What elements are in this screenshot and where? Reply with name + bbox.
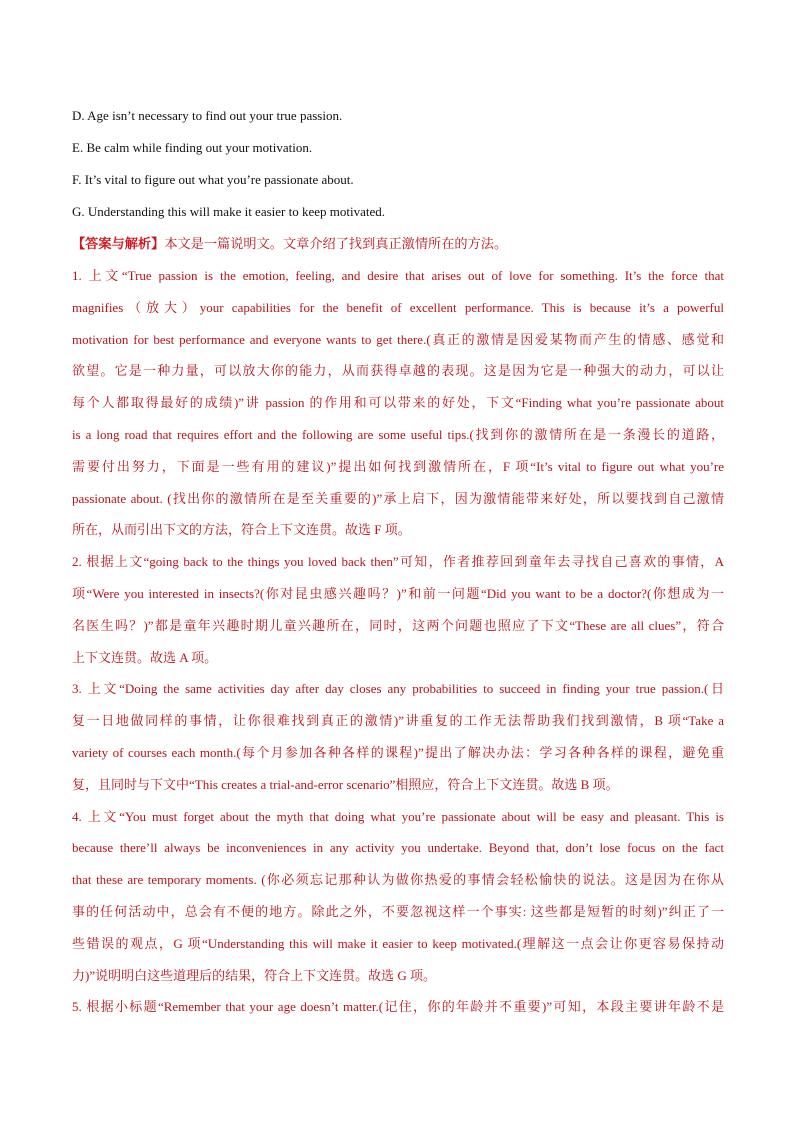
explanation-line: passionate about. (找出你的激情所在是至关重要的)”承上启下，因为激情能带来好处，所以要找到自己激情 [72, 490, 724, 506]
answer-intro: 本文是一篇说明文。文章介绍了找到真正激情所在的方法。 [164, 236, 508, 251]
explanation-line: 每个人都取得最好的成绩)”讲 passion 的作用和可以带来的好处，下文“Finding what you’re passionate about [72, 395, 724, 411]
explanation-line: motivation for best performance and everyone wants to get there.(真正的激情是因爱某物而产生的情感、感觉和 [72, 331, 724, 347]
explanation-line: 2. 根据上文“going back to the things you loved back then”可知，作者推荐回到童年去寻找自己喜欢的事情，A [72, 554, 724, 570]
explanation-line: 所在，从而引出下文的方法，符合上下文连贯。故选 F 项。 [72, 522, 411, 538]
option-d: D. Age isn’t necessary to find out your true passion. [72, 108, 343, 123]
option-e: E. Be calm while finding out your motivation. [72, 140, 313, 155]
options-list [72, 100, 724, 228]
document-content [72, 100, 724, 1023]
explanation-3 [72, 673, 724, 800]
explanation-line: 些错误的观点，G 项“Understanding this will make it easier to keep motivated.(理解这一点会让你更容易保持动 [72, 935, 724, 951]
answer-heading [72, 228, 724, 260]
explanation-line: 复，且同时与下文中“This creates a trial-and-error scenario”相照应，符合上下文连贯。故选 B 项。 [72, 776, 619, 792]
explanation-line: that these are temporary moments. (你必须忘记那种认为做你热爱的事情会轻松愉快的说法。这是因为在你从 [72, 872, 724, 888]
explanation-line: 1. 上文“True passion is the emotion, feeling, and desire that arises out of love for something. It’s the force that [72, 268, 724, 283]
explanation-1 [72, 260, 724, 546]
explanation-line: 欲望。它是一种力量，可以放大你的能力，从而获得卓越的表现。这是因为它是一种强大的动力，可以让 [72, 363, 724, 379]
explanation-line: 上下文连贯。故选 A 项。 [72, 649, 218, 665]
explanation-line: 项“Were you interested in insects?(你对昆虫感兴趣吗？)”和前一问题“Did you want to be a doctor?(你想成为一 [72, 585, 724, 601]
explanation-2 [72, 546, 724, 673]
explanation-line: because there’ll always be inconveniences in any activity you undertake. Beyond that, don’t lose focus on the fact [72, 840, 724, 856]
explanation-line: is a long road that requires effort and the following are some useful tips.(找到你的激情所在是一条漫长的道路， [72, 426, 724, 442]
explanation-line: magnifies（放大）your capabilities for the benefit of excellent performance. This is because it’s a powerful [72, 299, 724, 315]
explanation-line: 3. 上文“Doing the same activities day after day closes any probabilities to succeed in finding your true passion.(日 [72, 681, 724, 697]
explanation-line: 力)”说明明白这些道理后的结果，符合上下文连贯。故选 G 项。 [72, 967, 436, 983]
explanation-line: 需要付出努力，下面是一些有用的建议)”提出如何找到激情所在，F 项“It’s vital to figure out what you’re [72, 458, 724, 474]
explanation-4 [72, 801, 724, 992]
explanation-line: 复一日地做同样的事情，让你很难找到真正的激情)”讲重复的工作无法帮助我们找到激情，B 项“Take a [72, 713, 724, 729]
explanation-line: 事的任何活动中，总会有不便的地方。除此之外，不要忽视这样一个事实: 这些都是短暂的时刻)”纠正了一 [72, 903, 724, 919]
explanation-5 [72, 991, 724, 1023]
explanation-line: variety of courses each month.(每个月参加各种各样的课程)”提出了解决办法：学习各种各样的课程，避免重 [72, 744, 724, 760]
answer-label: 【答案与解析】 [72, 236, 165, 251]
option-g: G. Understanding this will make it easier to keep motivated. [72, 204, 386, 219]
explanation-line: 5. 根据小标题“Remember that your age doesn’t matter.(记住，你的年龄并不重要)”可知，本段主要讲年龄不是 [72, 999, 724, 1015]
option-f: F. It’s vital to figure out what you’re passionate about. [72, 172, 354, 187]
explanation-line: 名医生吗？)”都是童年兴趣时期儿童兴趣所在，同时，这两个问题也照应了下文“These are all clues”，符合 [72, 617, 724, 633]
explanation-line: 4. 上文“You must forget about the myth that doing what you’re passionate about will be easy and pleasant. This is [72, 808, 724, 824]
